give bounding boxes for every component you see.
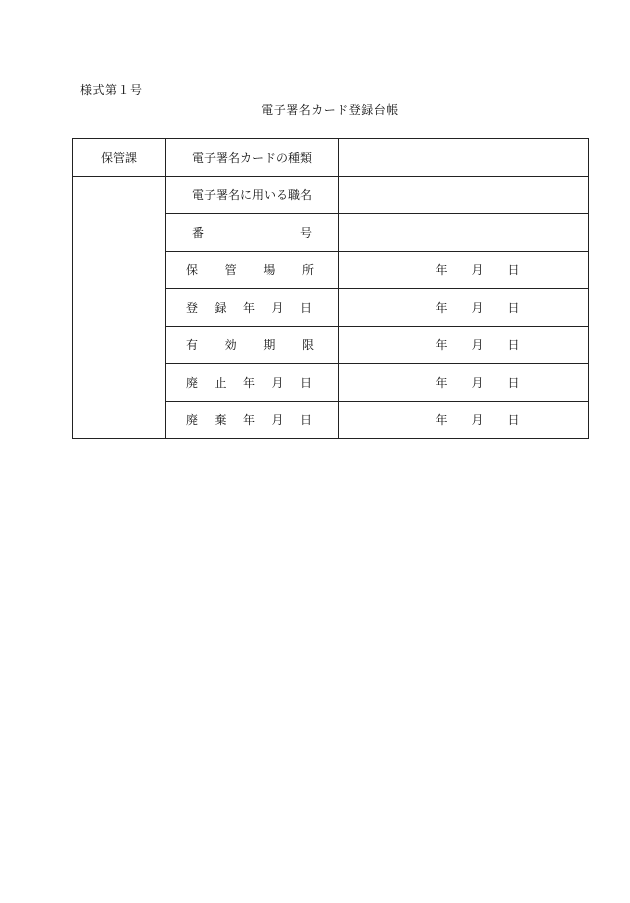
number-value[interactable] (339, 214, 589, 252)
job-title-label: 電子署名に用いる職名 (166, 176, 339, 214)
label-char: 録 (214, 300, 227, 315)
date-month: 月 (471, 375, 484, 390)
registration-date-label (166, 289, 339, 327)
date-year: 年 (435, 375, 448, 390)
label-char: 日 (299, 375, 312, 390)
abolition-date-value[interactable] (339, 364, 589, 402)
label-char: 月 (271, 375, 284, 390)
date-day: 日 (507, 263, 520, 278)
date-day: 日 (507, 338, 520, 353)
registration-ledger-table (72, 138, 589, 439)
date-year: 年 (435, 338, 448, 353)
label-char: 場 (263, 263, 276, 278)
date-year: 年 (435, 300, 448, 315)
label-char: 日 (299, 300, 312, 315)
dept-header-cell: 保管課 (73, 139, 166, 177)
disposal-date-value[interactable] (339, 401, 589, 439)
label-char: 年 (242, 413, 255, 428)
disposal-date-label (166, 401, 339, 439)
table-row (73, 176, 589, 214)
date-year: 年 (435, 413, 448, 428)
label-char: 年 (242, 300, 255, 315)
card-type-label: 電子署名カードの種類 (166, 139, 339, 177)
label-char: 有 (186, 338, 199, 353)
label-char: 保 (186, 263, 199, 278)
label-char: 所 (301, 263, 314, 278)
abolition-date-label (166, 364, 339, 402)
storage-location-label (166, 251, 339, 289)
date-day: 日 (507, 300, 520, 315)
label-char: 年 (242, 375, 255, 390)
label-char: 番 (192, 225, 205, 240)
date-day: 日 (507, 413, 520, 428)
table-row (73, 139, 589, 177)
date-day: 日 (507, 375, 520, 390)
registration-date-value[interactable] (339, 289, 589, 327)
job-title-value[interactable] (339, 176, 589, 214)
label-char: 期 (263, 338, 276, 353)
label-char: 止 (214, 375, 227, 390)
document-title: 電子署名カード登録台帳 (261, 103, 399, 117)
label-char: 棄 (214, 413, 227, 428)
label-char: 管 (224, 263, 237, 278)
date-month: 月 (471, 338, 484, 353)
date-year: 年 (435, 263, 448, 278)
storage-location-value[interactable] (339, 251, 589, 289)
label-char: 効 (224, 338, 237, 353)
date-month: 月 (471, 413, 484, 428)
expiry-value[interactable] (339, 326, 589, 364)
label-char: 号 (299, 225, 312, 240)
label-char: 月 (271, 413, 284, 428)
date-month: 月 (471, 263, 484, 278)
expiry-label (166, 326, 339, 364)
form-number: 様式第１号 (80, 83, 143, 97)
label-char: 廃 (186, 413, 199, 428)
label-char: 廃 (186, 375, 199, 390)
number-label (166, 214, 339, 252)
label-char: 登 (186, 300, 199, 315)
label-char: 限 (301, 338, 314, 353)
card-type-value[interactable] (339, 139, 589, 177)
label-char: 日 (299, 413, 312, 428)
dept-value-cell[interactable] (73, 176, 166, 439)
label-char: 月 (271, 300, 284, 315)
date-month: 月 (471, 300, 484, 315)
